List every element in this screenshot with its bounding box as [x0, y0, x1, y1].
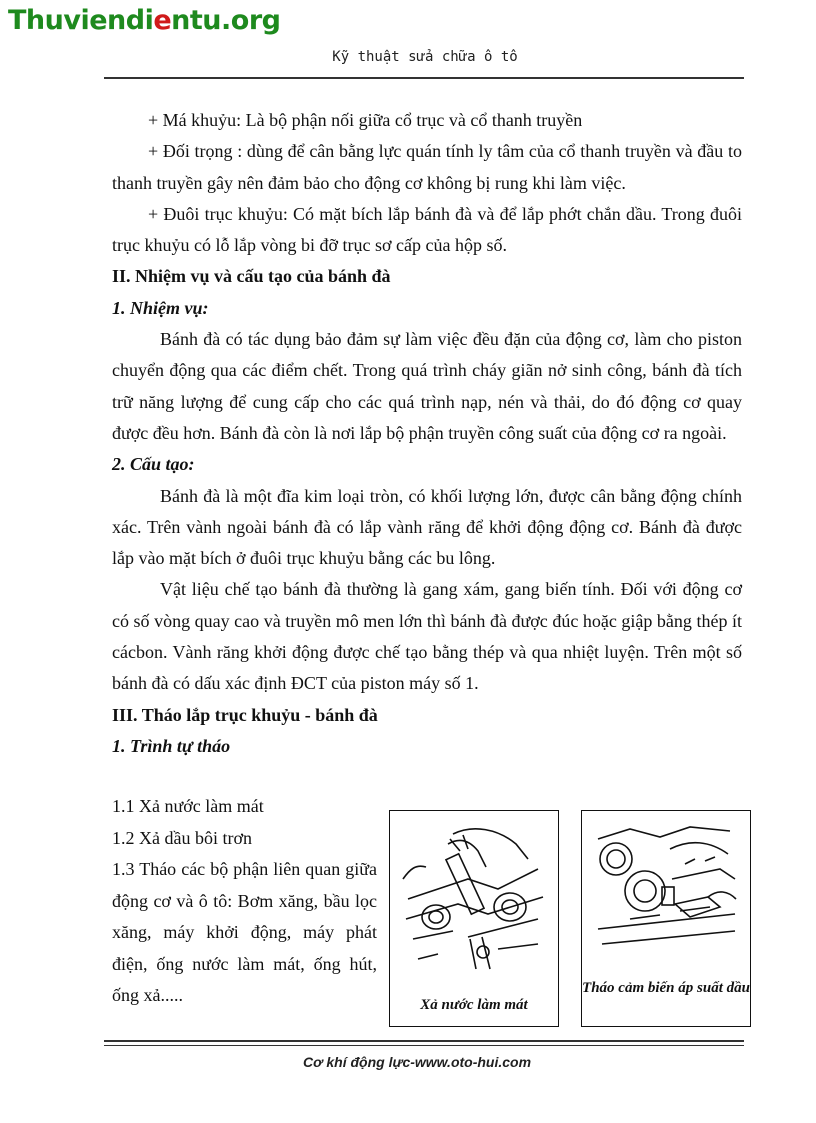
paragraph-crank-tail: + Đuôi trục khuỷu: Có mặt bích lắp bánh đà và để lắp phớt chắn dầu. Trong đuôi trục khuỷu có lỗ lắp vòng bi đỡ trục sơ cấp của hộp số. [112, 203, 742, 256]
figure-drain-coolant [389, 810, 559, 1027]
footer-divider-thin [104, 1045, 744, 1046]
paragraph-crank-web: + Má khuỷu: Là bộ phận nối giữa cổ trục và cổ thanh truyền [148, 110, 583, 130]
paragraph-material: Vật liệu chế tạo bánh đà thường là gang xám, gang biến tính. Đối với động cơ có số vòng quay cao và truyền mô men lớn thì bánh đà được đúc hoặc giập bằng thép ít cácbon. Vành răng khởi động được chế tạo bằng thép và qua nhiệt luyện. Trên một số bánh đà có dấu xác định ĐCT của piston máy số 1. [112, 579, 742, 694]
step-drain-coolant: 1.1 Xả nước làm mát [112, 796, 264, 816]
paragraph-counterweight: + Đối trọng : dùng để cân bằng lực quán tính ly tâm của cổ thanh truyền và đầu to thanh truyền gây nên đảm bảo cho động cơ không bị rung khi làm việc. [112, 141, 742, 193]
logo-text-part-1: Thuviendi [8, 5, 154, 36]
main-content [112, 105, 742, 762]
drain-coolant-illustration [398, 819, 550, 989]
logo-text-part-2: e [153, 5, 172, 36]
paragraph-structure: Bánh đà là một đĩa kim loại tròn, có khối lượng lớn, được cân bằng động chính xác. Trên vành ngoài bánh đà có lắp vành răng để khởi động động cơ. Bánh đà được lắp vào mặt bích ở đuôi trục khuỷu bằng các bu lông. [112, 485, 742, 569]
figure-caption-drain-coolant: Xả nước làm mát [420, 997, 528, 1013]
header-divider [104, 77, 744, 79]
step-remove-parts: 1.3 Tháo các bộ phận liên quan giữa động cơ và ô tô: Bơm xăng, bầu lọc xăng, máy khởi động, máy phát điện, ống nước làm mát, ống hút, ống xả..... [112, 859, 377, 1005]
page-header-title: Kỹ thuật sửa chữa ô tô [332, 49, 518, 65]
section-title-flywheel: II. Nhiệm vụ và cấu tạo của bánh đà [112, 266, 391, 287]
section-title-disassembly: III. Tháo lắp trục khuỷu - bánh đà [112, 704, 378, 725]
oil-sensor-illustration [590, 819, 742, 969]
paragraph-function: Bánh đà có tác dụng bảo đảm sự làm việc đều đặn của động cơ, làm cho piston chuyển động qua các điểm chết. Trong quá trình cháy giãn nở sinh công, bánh đà tích trữ năng lượng để cung cấp cho các quá trình nạp, nén và thải, do đó động cơ quay được đều hơn. Bánh đà còn là nơi lắp bộ phận truyền công suất của động cơ ra ngoài. [112, 329, 742, 443]
footer-divider-thick [104, 1040, 744, 1042]
figure-caption-remove-oil-sensor: Tháo cảm biến áp suất dầu [582, 980, 750, 996]
subsection-title-procedure: 1. Trình tự tháo [112, 735, 231, 756]
figure-remove-oil-sensor [581, 810, 751, 1027]
subsection-title-function: 1. Nhiệm vụ: [112, 297, 209, 318]
subsection-title-structure: 2. Cấu tạo: [112, 454, 195, 475]
page-footer: Cơ khí động lực-www.oto-hui.com [302, 1054, 532, 1070]
logo-text-part-3: ntu.org [171, 5, 281, 36]
step-drain-oil: 1.2 Xả dầu bôi trơn [112, 827, 252, 848]
procedure-steps [112, 791, 377, 1012]
site-logo [8, 4, 280, 38]
